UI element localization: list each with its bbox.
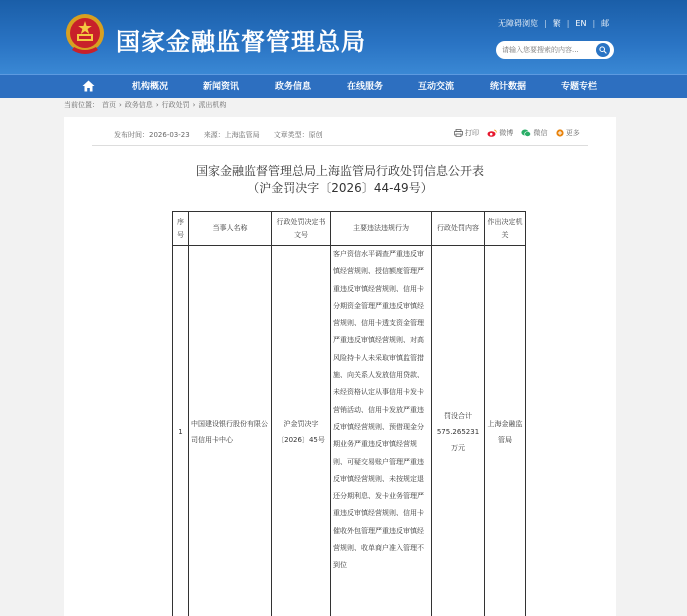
search-input[interactable] xyxy=(502,43,588,57)
cell-doc-no: 沪金罚决字〔2026〕45号 xyxy=(272,246,331,616)
publish-date: 发布时间：2026-03-23 xyxy=(114,131,190,139)
weibo-link[interactable]: 微博 xyxy=(499,129,514,137)
wechat-link[interactable]: 微信 xyxy=(533,129,548,137)
document-title-line1: 国家金融监督管理总局上海监管局行政处罚信息公开表 xyxy=(195,164,484,178)
cell-penalty: 罚没合计575.265231万元 xyxy=(432,246,485,616)
search-icon xyxy=(599,46,607,54)
breadcrumb-sep: › xyxy=(119,101,122,109)
nav-item-government-info[interactable]: 政务信息 xyxy=(274,82,311,92)
weibo-icon[interactable] xyxy=(487,129,497,137)
top-links: 无障碍浏览 | 繁 | EN | 邮 xyxy=(498,19,610,28)
national-emblem-icon[interactable] xyxy=(64,12,106,58)
breadcrumb-home[interactable]: 首页 xyxy=(102,101,116,109)
nav-item-news[interactable]: 新闻资讯 xyxy=(202,82,239,92)
nav-item-about[interactable]: 机构概况 xyxy=(131,82,168,92)
more-share-link[interactable]: 更多 xyxy=(565,129,580,137)
breadcrumb-sep: › xyxy=(192,101,196,109)
traditional-chinese-link[interactable]: 繁 xyxy=(552,19,561,28)
article-meta xyxy=(114,130,337,140)
breadcrumb xyxy=(64,100,229,112)
article-type: 文章类型：原创 xyxy=(273,131,323,139)
cell-authority: 上海金融监管局 xyxy=(485,246,526,616)
search-box xyxy=(496,41,614,59)
header-violations: 主要违法违规行为 xyxy=(331,212,432,246)
nav-item-special-topics[interactable]: 专题专栏 xyxy=(560,82,597,92)
content-card xyxy=(64,117,616,616)
table-row xyxy=(173,246,526,616)
article-source: 来源：上海监管局 xyxy=(203,131,260,139)
header-index: 序号 xyxy=(173,212,189,246)
site-title[interactable]: 国家金融监督管理总局 xyxy=(116,28,366,56)
wechat-icon[interactable] xyxy=(521,129,531,137)
english-link[interactable]: EN xyxy=(575,19,587,28)
nav-item-statistics[interactable]: 统计数据 xyxy=(489,82,526,92)
document-title-line2: （沪金罚决字〔2026〕44-49号） xyxy=(247,181,433,195)
main-nav xyxy=(0,74,687,98)
nav-item-online-service[interactable]: 在线服务 xyxy=(346,82,383,92)
cell-index: 1 xyxy=(173,246,189,616)
mail-link[interactable]: 邮 xyxy=(601,19,610,28)
breadcrumb-branch[interactable]: 派出机构 xyxy=(198,101,227,109)
accessibility-link[interactable]: 无障碍浏览 xyxy=(498,19,538,28)
document-title xyxy=(64,163,616,197)
breadcrumb-penalty[interactable]: 行政处罚 xyxy=(161,101,190,109)
penalty-table xyxy=(172,211,526,616)
breadcrumb-sep: › xyxy=(155,101,159,109)
meta-divider xyxy=(92,145,588,146)
header-party: 当事人名称 xyxy=(189,212,272,246)
breadcrumb-gov-info[interactable]: 政务信息 xyxy=(124,101,153,109)
breadcrumb-label: 当前位置： xyxy=(64,101,99,109)
print-icon[interactable] xyxy=(454,129,463,137)
nav-item-interaction[interactable]: 互动交流 xyxy=(417,82,454,92)
more-share-icon[interactable] xyxy=(556,129,564,137)
home-icon[interactable] xyxy=(82,80,95,92)
table-header-row xyxy=(173,212,526,246)
header-doc-no: 行政处罚决定书文号 xyxy=(272,212,331,246)
site-header xyxy=(0,0,687,74)
header-penalty: 行政处罚内容 xyxy=(432,212,485,246)
cell-violations: 客户资信水平调查严重违反审慎经营规则、授信额度管理严重违反审慎经营规则、信用卡分期资金管理严重违反审慎经营规则、信用卡透支资金管理严重违反审慎经营规则、对高风险持卡人未采取审慎监管措施、向关系人发放信用贷款、未经资格认定从事信用卡发卡营销活动、信用卡发放严重违反审慎经营规则、预借现金分期业务严重违反审慎经营规则、可疑交易账户管理严重违反审慎经营规则、未按规定退还分期利息、发卡业务管理严重违反审慎经营规则、信用卡催收外包管理严重违反审慎经营规则、收单商户准入管理不到位 xyxy=(331,246,432,616)
search-button[interactable] xyxy=(596,43,610,57)
share-bar xyxy=(454,128,586,138)
print-link[interactable]: 打印 xyxy=(465,129,479,137)
cell-party: 中国建设银行股份有限公司信用卡中心 xyxy=(189,246,272,616)
header-authority: 作出决定机关 xyxy=(485,212,526,246)
